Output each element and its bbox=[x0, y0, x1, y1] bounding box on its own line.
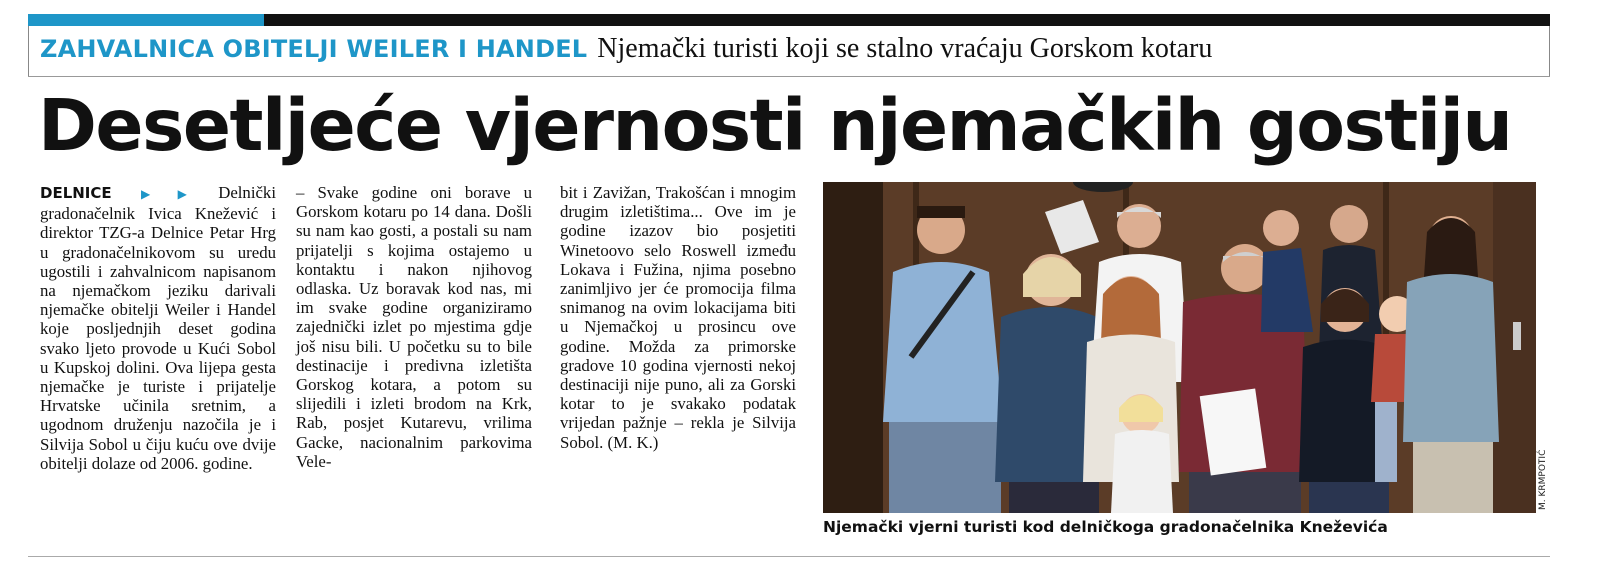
article-column-1 bbox=[40, 183, 276, 473]
photo-caption: Njemački vjerni turisti kod delničkoga gradonačelnika Kneževića bbox=[823, 518, 1388, 536]
kicker bbox=[40, 33, 1212, 73]
dateline: DELNICE bbox=[40, 184, 112, 202]
dateline-arrows-icon: ▶▶ bbox=[113, 187, 215, 201]
article-text-1: Delnički gradonačelnik Ivica Knežević i direktor TZG-a Delnice Petar Hrg u gradonačelnikovom su uredu ugostili i zahvalnicom napisanom na njemačkom jeziku darivali njemačke obitelji Weiler i Handel koje posljednjih deset godina svako ljeto provode u Kući Sobol u Kupskoj dolini. Ova lijepa gesta njemačke je turiste i prijatelje Hrvatske učinila sretnim, a ugodnom druženju nazočila je i Silvija Sobol u čiju kuću ove dvije obitelji dolaze od 2006. godine. bbox=[40, 183, 276, 473]
article-text-3: bit i Zavižan, Trakošćan i mnogim drugim izletištima... Ove im je godine izazov bio posjetiti Winetoovo selo Roswell između Lokava i Fužina, njima posebno zanimljivo jer će promocija filma snimanog na ovim lokacijama biti u Njemačkoj u prosincu ove godine. Možda za primorske gradove 10 godina vjernosti nekoj destinaciji nije puno, ali za Gorski kotar to je svakako podatak vrijedan pažnje – rekla je Silvija Sobol. (M. K.) bbox=[560, 183, 796, 452]
top-color-bar-accent bbox=[28, 14, 264, 26]
headline: Desetljeće vjernosti njemačkih gostiju bbox=[38, 84, 1512, 167]
kicker-frame-right bbox=[1549, 26, 1550, 76]
article-text-2: – Svake godine oni borave u Gorskom kotaru po 14 dana. Došli su nam kao gosti, a postali su nam prijatelji s kojima ostajemo u kontaktu i nakon njihovog odlaska. Uz boravak kod nas, mi im svake godine organiziramo zajednički izlet po mjestima gdje još nisu bili. U početku su to bile destinacije i predivna izletišta Gorskog kotara, a potom su slijedili i izleti brodom na Krk, Rab, posjet Kutarevu, vrilima Gacke, nacionalnim parkovima Vele- bbox=[296, 183, 532, 471]
article-column-2 bbox=[296, 183, 532, 471]
kicker-frame-left bbox=[28, 26, 29, 76]
kicker-label: ZAHVALNICA OBITELJI WEILER I HANDEL bbox=[40, 35, 588, 63]
top-color-bar bbox=[28, 14, 1550, 26]
bottom-rule bbox=[28, 556, 1550, 557]
group-photo bbox=[823, 182, 1536, 513]
kicker-subtitle: Njemački turisti koji se stalno vraćaju Gorskom kotaru bbox=[597, 33, 1213, 64]
group-photo-illustration bbox=[823, 182, 1536, 513]
photo-credit: M. KRMPOTIĆ bbox=[1538, 449, 1548, 511]
article-column-3 bbox=[560, 183, 796, 452]
